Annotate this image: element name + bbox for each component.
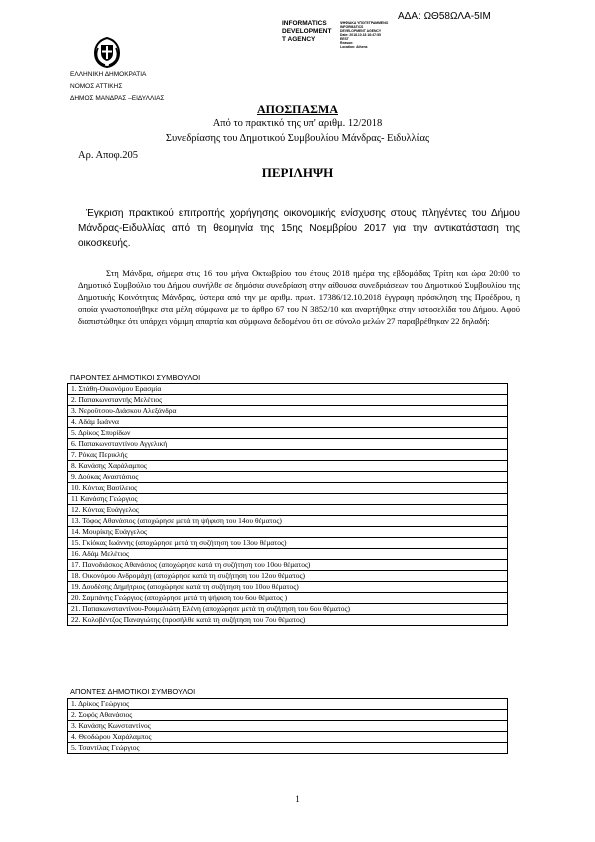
- member-name-cell: 9. Δούκας Αναστάσιος: [68, 472, 508, 483]
- body-text: Στη Μάνδρα, σήμερα στις 16 του μήνα Οκτωβρίου του έτους 2018 ημέρα της εβδομάδας Τρίτη και ώρα 20:00 το Δημοτικό Συμβούλιο του Δήμου συνήλθε σε δημόσια συνεδρίαση στην αίθουσα συνεδριάσεων του Δημοτικού Συμβουλίου της Δημοτικής Κοινότητας Μάνδρας, ύστερα από την με αριθμ. πρωτ. 17386/12.10.2018 έγγραφη πρόσκληση της Προέδρου, η οποία γνωστοποιήθηκε στα μέλη σύμφωνα με το άρθρο 67 του Ν 3852/10 και αναρτήθηκε στην ιστοσελίδα του Δήμου. Αφού διαπιστώθηκε ότι υπάρχει νόμιμη απαρτία και σύμφωνα δεδομένου ότι σε σύνολο μελών 27 παραβρέθηκαν 22 δηλαδή:: [78, 268, 520, 326]
- signature-stamp: [340, 21, 388, 49]
- table-row: [68, 604, 508, 615]
- greek-emblem-icon: [92, 36, 122, 68]
- member-name-cell: 1. Δρίκος Γεώργιος: [68, 699, 508, 710]
- session-reference: Συνεδρίασης του Δημοτικού Συμβουλίου Μάνδρας- Ειδυλλίας: [165, 133, 430, 144]
- table-row: [68, 417, 508, 428]
- ada-code: ΑΔΑ: ΩΘ58ΩΛΑ-5ΙΜ: [398, 11, 491, 22]
- table-row: [68, 593, 508, 604]
- table-row: [68, 483, 508, 494]
- page-number: 1: [295, 794, 300, 804]
- table-row: [68, 549, 508, 560]
- table-row: [68, 494, 508, 505]
- table-row: [68, 721, 508, 732]
- sig-line: INFORMATICS: [340, 25, 364, 29]
- member-name-cell: 2. Παπακωνσταντής Μελέτιος: [68, 395, 508, 406]
- table-row: [68, 699, 508, 710]
- sig-line: ΨΗΦΙΑΚΑ ΥΠΟΓΕΓΡΑΜΜΕΝΟ: [340, 21, 389, 25]
- table-row: [68, 538, 508, 549]
- table-row: [68, 571, 508, 582]
- agency-line: DEVELOPMENT: [282, 28, 332, 35]
- table-row: [68, 615, 508, 626]
- table-row: [68, 461, 508, 472]
- table-row: [68, 743, 508, 754]
- member-name-cell: 17. Πανοδιάσκος Αθανάσιος (αποχώρησε κατά τη συζήτηση του 10ου θέματος): [68, 560, 508, 571]
- table-row: [68, 505, 508, 516]
- member-name-cell: 5. Δρίκος Σπυρίδων: [68, 428, 508, 439]
- present-header: ΠΑΡΟΝΤΕΣ ΔΗΜΟΤΙΚΟΙ ΣΥΜΒΟΥΛΟΙ: [70, 373, 201, 382]
- header-republic: ΕΛΛΗΝΙΚΗ ΔΗΜΟΚΡΑΤΙΑ: [70, 71, 147, 78]
- agency-line: INFORMATICS: [282, 20, 327, 27]
- present-members-table: [67, 383, 508, 626]
- member-name-cell: 14. Μουρίκης Ευάγγελος: [68, 527, 508, 538]
- member-name-cell: 19. Δουδέσης Δημήτριος (αποχώρησε κατά τη συζήτηση του 10ου θέματος): [68, 582, 508, 593]
- summary-text: Έγκριση πρακτικού επιτροπής χορήγησης οικονομικής ενίσχυσης στους πληγέντες του Δήμου Μάνδρας-Ειδυλλίας από τη θεομηνία της 15ης Νοεμβρίου 2017 για την αντικατάσταση της οικοσκευής.: [78, 208, 520, 249]
- table-row: [68, 384, 508, 395]
- table-row: [68, 428, 508, 439]
- absent-members-table: [67, 698, 508, 754]
- agency-line: T AGENCY: [282, 36, 316, 43]
- summary-heading: ΠΕΡΙΛΗΨΗ: [261, 165, 334, 180]
- table-row: [68, 406, 508, 417]
- sig-line: Location: Athens: [340, 45, 368, 49]
- table-row: [68, 560, 508, 571]
- member-name-cell: 20. Σαμπάνης Γεώργιος (αποχώρησε μετά τη ψήφιση του 6ου θέματος ): [68, 593, 508, 604]
- sig-line: EEST: [340, 37, 349, 41]
- member-name-cell: 4. Αδάμ Ιωάννα: [68, 417, 508, 428]
- member-name-cell: 3. Νεροΰτσου-Διάσκου Αλεξάνδρα: [68, 406, 508, 417]
- header-municipality: ΔΗΜΟΣ ΜΑΝΔΡΑΣ –ΕΙΔΥΛΛΙΑΣ: [70, 95, 165, 102]
- header-prefecture: ΝΟΜΟΣ ΑΤΤΙΚΗΣ: [70, 83, 123, 90]
- member-name-cell: 10. Κόντας Βασίλειος: [68, 483, 508, 494]
- member-name-cell: 15. Γκίόκας Ιωάννης (αποχώρησε μετά τη συζήτηση του 13ου θέματος): [68, 538, 508, 549]
- member-name-cell: 6. Παπακωνσταντίνου Αγγελική: [68, 439, 508, 450]
- table-row: [68, 450, 508, 461]
- member-name-cell: 4. Θεοδώρου Χαράλαμπος: [68, 732, 508, 743]
- absent-header: ΑΠΟΝΤΕΣ ΔΗΜΟΤΙΚΟΙ ΣΥΜΒΟΥΛΟΙ: [70, 687, 196, 696]
- table-row: [68, 582, 508, 593]
- document-title: ΑΠΟΣΠΑΣΜΑ: [256, 102, 339, 116]
- agency-stamp: [282, 20, 331, 44]
- member-name-cell: 18. Οικονόμου Ανδρομάχη (αποχώρησε κατά τη συζήτηση του 12ου θέματος): [68, 571, 508, 582]
- member-name-cell: 5. Τσαντίλας Γεώργιος: [68, 743, 508, 754]
- member-name-cell: 13. Τόφος Αθανάσιος (αποχώρησε μετά τη ψήφιση του 14ου θέματος): [68, 516, 508, 527]
- member-name-cell: 2. Σοφός Αθανάσιος: [68, 710, 508, 721]
- table-row: [68, 732, 508, 743]
- table-row: [68, 439, 508, 450]
- sig-line: DEVELOPMENT AGENCY: [340, 29, 382, 33]
- sig-line: Date: 2018.10.18 16:47:55: [340, 33, 381, 37]
- table-row: [68, 516, 508, 527]
- member-name-cell: 3. Κανάσης Κωνσταντίνος: [68, 721, 508, 732]
- table-row: [68, 395, 508, 406]
- member-name-cell: 16. Αδάμ Μελέτιος: [68, 549, 508, 560]
- table-row: [68, 710, 508, 721]
- sig-line: Reason:: [340, 41, 354, 45]
- member-name-cell: 7. Ρόκας Περικλής: [68, 450, 508, 461]
- member-name-cell: 22. Κολοβέντζος Παναγιώτης (προσήλθε κατά τη συζήτηση του 7ου θέματος): [68, 615, 508, 626]
- minutes-reference: Από το πρακτικό της υπ' αριθμ. 12/2018: [212, 118, 383, 129]
- member-name-cell: 21. Παπακωνσταντίνου-Ρουμελιώτη Ελένη (αποχώρησε μετά τη συζήτηση του 6ου θέματος): [68, 604, 508, 615]
- table-row: [68, 472, 508, 483]
- member-name-cell: 12. Κόντας Ευάγγελος: [68, 505, 508, 516]
- member-name-cell: 11 Κανάσης Γεώργιος: [68, 494, 508, 505]
- member-name-cell: 1. Στάθη-Οικονόμου Ερασμία: [68, 384, 508, 395]
- decision-number: Αρ. Αποφ.205: [78, 150, 139, 161]
- table-row: [68, 527, 508, 538]
- member-name-cell: 8. Κανάσης Χαράλαμπος: [68, 461, 508, 472]
